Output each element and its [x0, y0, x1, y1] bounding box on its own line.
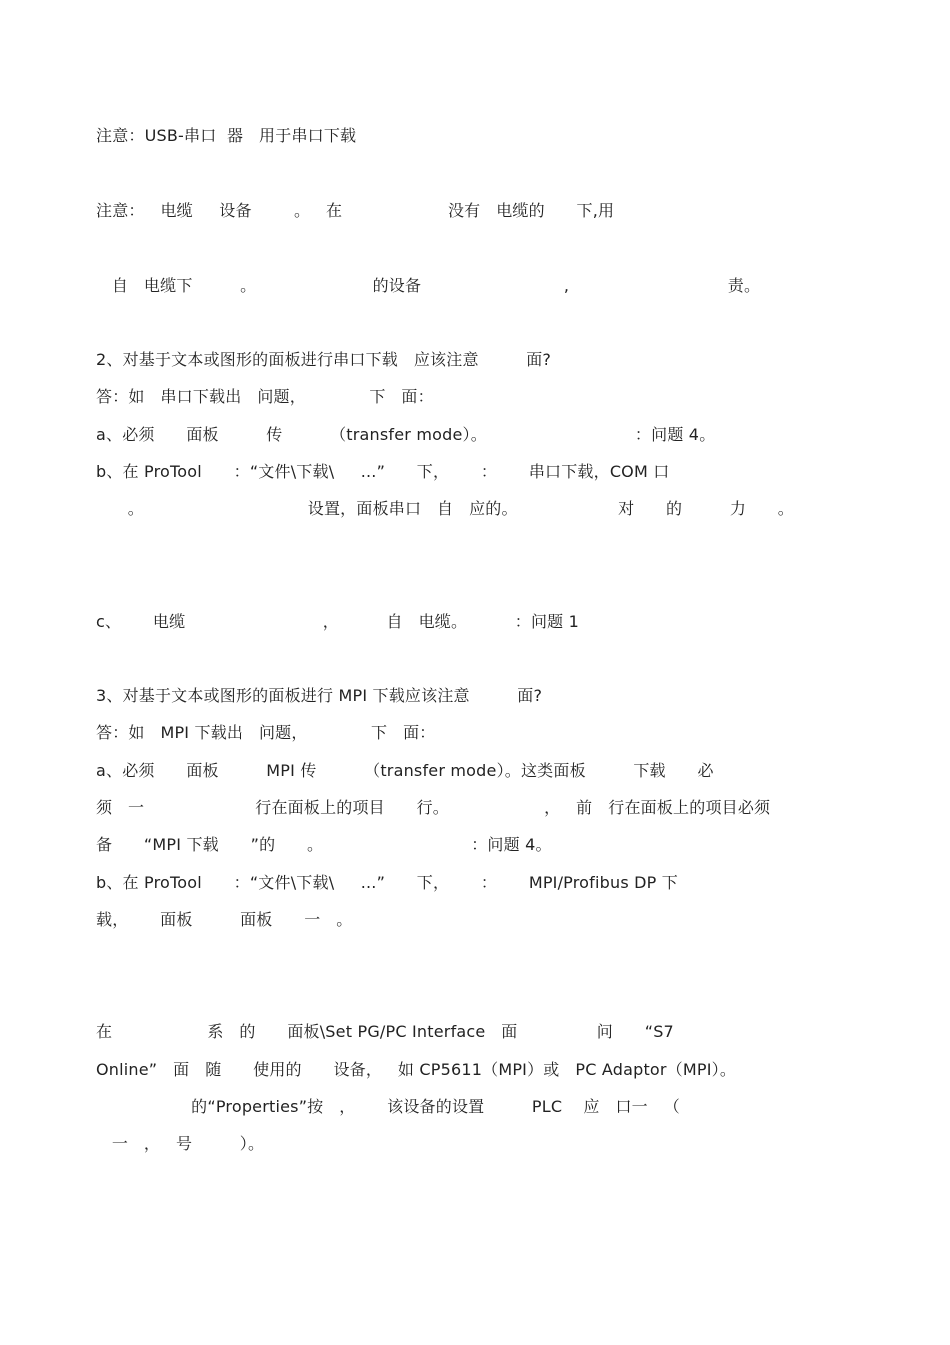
- text-line: 在 系 的 面板\Set PG/PC Interface 面 问 “S7: [96, 1022, 674, 1041]
- text-line: 备 “MPI 下载 ”的 。 ：问题 4。: [96, 835, 552, 854]
- text-line: b、在 ProTool ：“文件\下载\ ...” 下， ： 串口下载，COM 口: [96, 462, 702, 481]
- text-line: 2、对基于文本或图形的面板进行串口下载 应该注意 面?: [96, 350, 552, 369]
- text-line: a、必须 面板 传 （transfer mode）。 ：问题 4。: [96, 425, 716, 444]
- text-line: 注意： 电缆 设备 。 在 没有 电缆的 下,用: [96, 201, 615, 220]
- text-line: 须 一 行在面板上的项目 行。 ， 前 行在面板上的项目必须: [96, 798, 771, 817]
- text-line: 的“Properties”按 ， 该设备的设置 PLC 应 口一 （: [96, 1097, 712, 1116]
- text-line: b、在 ProTool ：“文件\下载\ ...” 下， ： MPI/Profibus DP 下: [96, 873, 679, 892]
- text-line: 注意：USB-串口 器 用于串口下载: [96, 126, 357, 145]
- text-line: 载， 面板 面板 一 。: [96, 910, 353, 929]
- text-line: 答：如 串口下载出 问题， 下 面：: [96, 387, 434, 406]
- text-line: c、 电缆 ， 自 电缆。 ：问题 1: [96, 612, 580, 631]
- text-line: 答：如 MPI 下载出 问题， 下 面：: [96, 723, 436, 742]
- text-line: Online” 面 随 使用的 设备， 如 CP5611（MPI）或 PC Adaptor（MPI）。: [96, 1060, 737, 1079]
- text-line: 3、对基于文本或图形的面板进行 MPI 下载应该注意 面?: [96, 686, 543, 705]
- text-line: 。 设置，面板串口 自 应的。 对 的 力 。: [96, 499, 794, 518]
- text-line: 一 ， 号 ）。: [96, 1134, 265, 1153]
- text-line: 自 电缆下 。 的设备 , 责。: [96, 276, 761, 295]
- text-line: a、必须 面板 MPI 传 （transfer mode）。这类面板 下载 必: [96, 761, 714, 780]
